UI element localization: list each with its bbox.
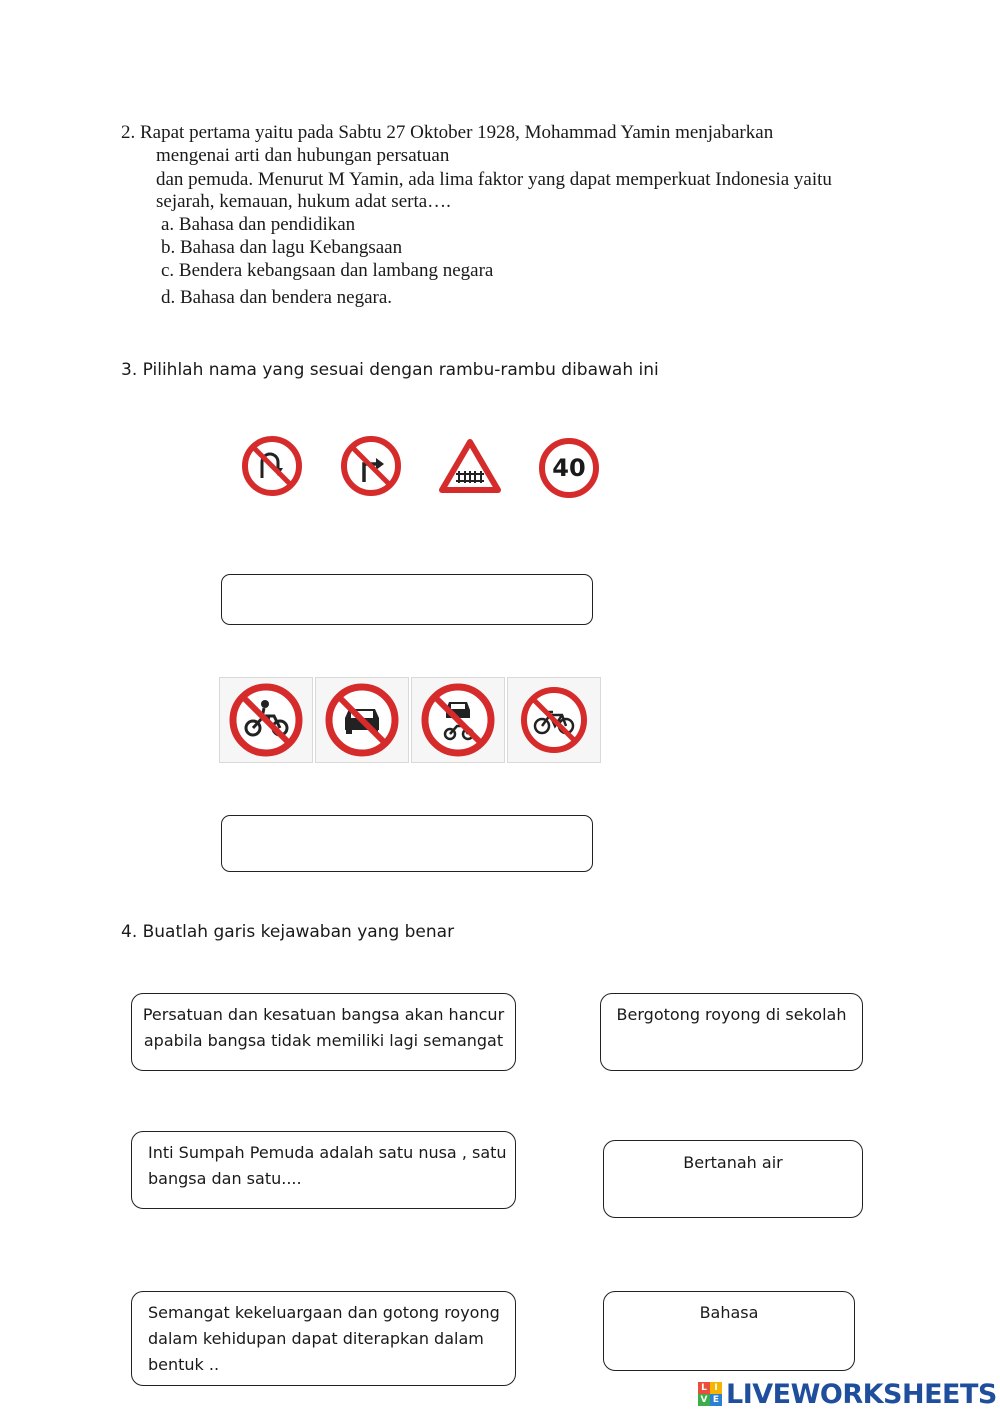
no-bicycles-sign-icon bbox=[508, 678, 600, 762]
railway-crossing-warning-sign-icon bbox=[438, 437, 502, 495]
liveworksheets-mark-icon bbox=[698, 1382, 722, 1406]
no-motor-vehicles-tile bbox=[411, 677, 505, 763]
question-2-option-a[interactable]: a. Bahasa dan pendidikan bbox=[161, 214, 356, 235]
statement-1-line-1: Persatuan dan kesatuan bangsa akan hancur bbox=[142, 1005, 505, 1024]
mark-letter-i: I bbox=[710, 1382, 722, 1394]
question-2-option-c[interactable]: c. Bendera kebangsaan dan lambang negara bbox=[161, 260, 494, 281]
answer-2-label: Bertanah air bbox=[683, 1153, 783, 1172]
mark-letter-e: E bbox=[710, 1394, 722, 1406]
speed-limit-sign bbox=[538, 437, 600, 499]
speed-limit-value: 40 bbox=[552, 454, 586, 482]
statement-2-line-2: bangsa dan satu.... bbox=[148, 1169, 302, 1188]
answer-3-label: Bahasa bbox=[699, 1303, 759, 1322]
no-motorcycles-sign-icon bbox=[220, 678, 312, 762]
mark-letter-l: L bbox=[698, 1382, 710, 1394]
no-motorcycles-tile bbox=[219, 677, 313, 763]
question-2-line-2: mengenai arti dan hubungan persatuan bbox=[156, 145, 450, 166]
no-cars-tile bbox=[315, 677, 409, 763]
no-cars-sign-icon bbox=[316, 678, 408, 762]
question-2-line-3: dan pemuda. Menurut M Yamin, ada lima faktor yang dapat memperkuat Indonesia yaitu bbox=[156, 169, 832, 190]
question-2-line-4: sejarah, kemauan, hukum adat serta…. bbox=[156, 191, 451, 212]
liveworksheets-wordmark: LIVEWORKSHEETS bbox=[726, 1378, 997, 1410]
question-4-prompt: 4. Buatlah garis kejawaban yang benar bbox=[121, 922, 455, 942]
mark-letter-v: V bbox=[698, 1394, 710, 1406]
question-3-prompt: 3. Pilihlah nama yang sesuai dengan rambu-rambu dibawah ini bbox=[121, 360, 659, 380]
question-2-option-b[interactable]: b. Bahasa dan lagu Kebangsaan bbox=[161, 237, 403, 258]
question-2-option-d[interactable]: d. Bahasa dan bendera negara. bbox=[161, 287, 393, 308]
answer-card-2[interactable] bbox=[603, 1140, 863, 1218]
no-u-turn-sign-icon bbox=[240, 434, 304, 498]
no-right-turn-sign-icon bbox=[339, 434, 403, 498]
statement-3-line-1: Semangat kekeluargaan dan gotong royong bbox=[148, 1303, 500, 1322]
statement-3-line-2: dalam kehidupan dapat diterapkan dalam bbox=[148, 1329, 484, 1348]
question-2-line-1: 2. Rapat pertama yaitu pada Sabtu 27 Oktober 1928, Mohammad Yamin menjabarkan bbox=[121, 122, 774, 143]
no-bicycles-tile bbox=[507, 677, 601, 763]
liveworksheets-logo[interactable] bbox=[698, 1378, 997, 1410]
statement-card-2[interactable] bbox=[131, 1131, 516, 1209]
statement-2-line-1: Inti Sumpah Pemuda adalah satu nusa , satu bbox=[148, 1143, 507, 1162]
statement-1-line-2: apabila bangsa tidak memiliki lagi semangat bbox=[143, 1031, 504, 1050]
answer-card-3[interactable] bbox=[603, 1291, 855, 1371]
no-motor-vehicles-sign-icon bbox=[412, 678, 504, 762]
answer-card-1[interactable] bbox=[600, 993, 863, 1071]
statement-card-3[interactable] bbox=[131, 1291, 516, 1386]
answer-1-label: Bergotong royong di sekolah bbox=[616, 1005, 847, 1024]
statement-3-line-3: bentuk .. bbox=[148, 1355, 220, 1374]
statement-card-1[interactable] bbox=[131, 993, 516, 1071]
answer-box-signs-1[interactable] bbox=[221, 574, 593, 625]
answer-box-signs-2[interactable] bbox=[221, 815, 593, 872]
